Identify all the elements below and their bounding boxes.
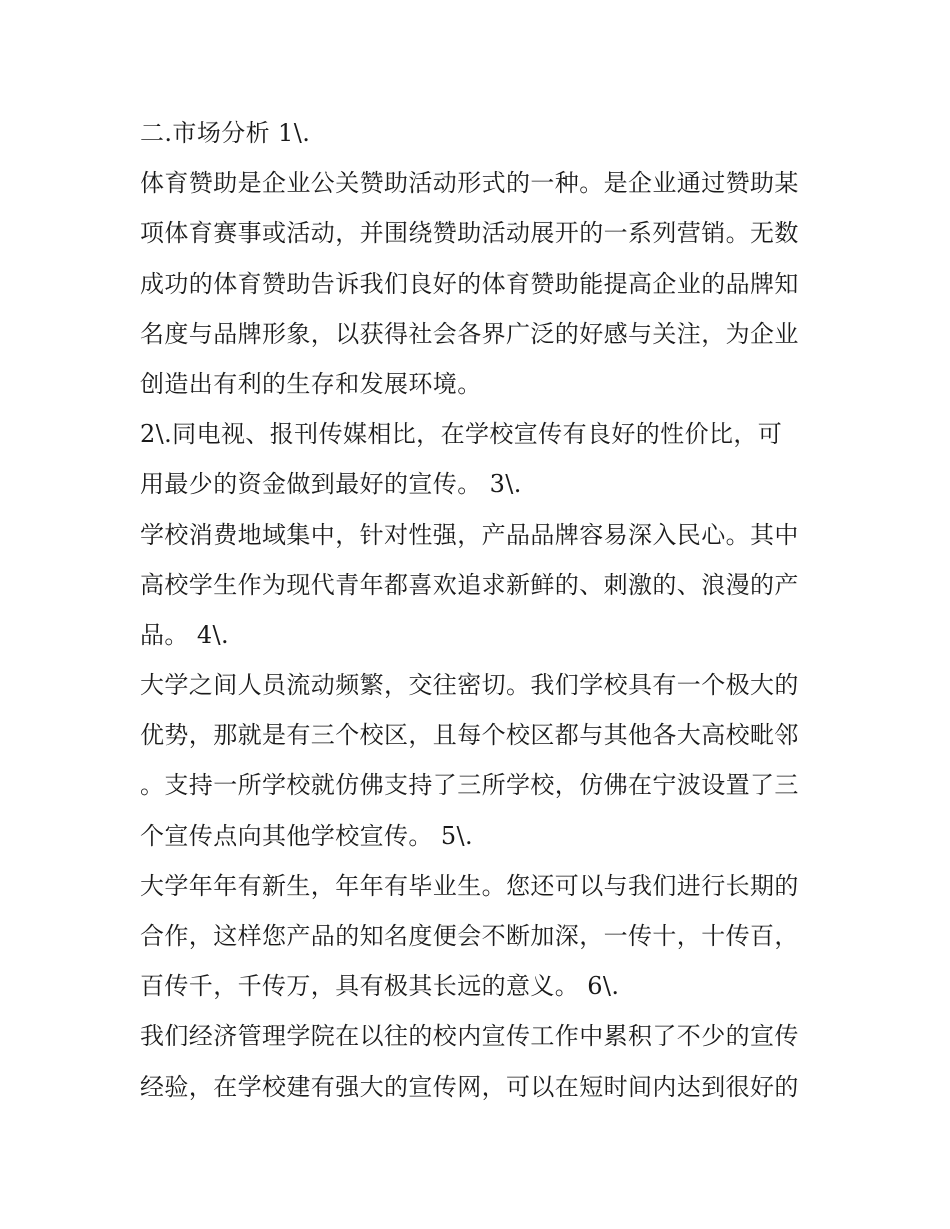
- text-line: 经验，在学校建有强大的宣传网，可以在短时间内达到很好的: [140, 1072, 799, 1101]
- heading-line: 二.市场分析 1\.: [140, 119, 311, 147]
- text-line: 名度与品牌形象，以获得社会各界广泛的好感与关注，为企业: [140, 319, 799, 348]
- text-line: 用最少的资金做到最好的宣传。 3\.: [140, 470, 522, 499]
- text-line: 高校学生作为现代青年都喜欢追求新鲜的、刺激的、浪漫的产: [140, 570, 799, 599]
- text-line: 品。 4\.: [140, 620, 230, 649]
- text-line: 我们经济管理学院在以往的校内宣传工作中累积了不少的宣传: [140, 1022, 799, 1051]
- text-line: 百传千，千传万，具有极其长远的意义。 6\.: [140, 972, 620, 1001]
- text-line: 合作，这样您产品的知名度便会不断加深，一传十，十传百，: [140, 922, 799, 950]
- document-body: [140, 108, 820, 1112]
- text-line: 体育赞助是企业公关赞助活动形式的一种。是企业通过赞助某: [140, 169, 799, 198]
- text-line: 2\.同电视、报刊传媒相比，在学校宣传有良好的性价比，可: [140, 420, 783, 449]
- text-line: 大学之间人员流动频繁，交往密切。我们学校具有一个极大的: [140, 671, 799, 700]
- text-line: 项体育赛事或活动，并围绕赞助活动展开的一系列营销。无数: [140, 219, 799, 248]
- text-line: 学校消费地域集中，针对性强，产品品牌容易深入民心。其中: [140, 520, 799, 549]
- text-line: 。支持一所学校就仿佛支持了三所学校，仿佛在宁波设置了三: [140, 771, 799, 800]
- text-line: 大学年年有新生，年年有毕业生。您还可以与我们进行长期的: [140, 871, 799, 900]
- text-line: 个宣传点向其他学校宣传。 5\.: [140, 821, 474, 850]
- text-line: 成功的体育赞助告诉我们良好的体育赞助能提高企业的品牌知: [140, 269, 799, 298]
- text-line: 创造出有利的生存和发展环境。: [140, 369, 482, 398]
- text-line: 优势，那就是有三个校区，且每个校区都与其他各大高校毗邻: [140, 721, 799, 750]
